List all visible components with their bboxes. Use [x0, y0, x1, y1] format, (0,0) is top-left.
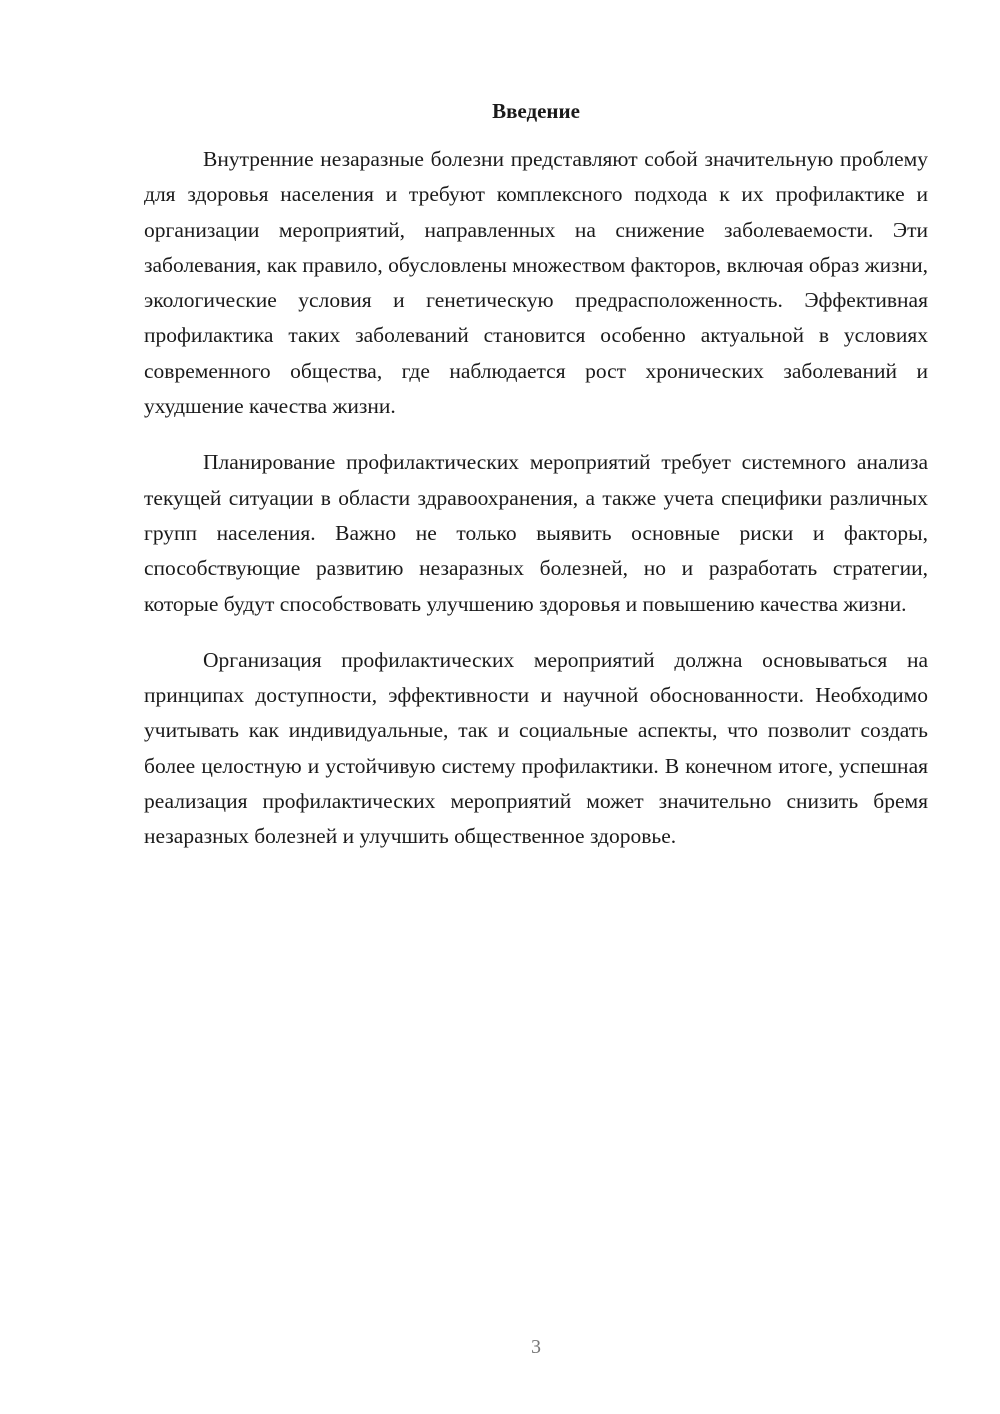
section-heading: Введение	[492, 99, 580, 123]
paragraph-2: Планирование профилактических мероприятий требует системного анализа текущей ситуации в области здравоохранения, а также учета специфики различных групп населения. Важно не только выявить основные риски и факторы, способствующие развитию незаразных болезней, но и разработать стратегии, которые будут способствовать улучшению здоровья и повышению качества жизни.	[144, 450, 928, 616]
paragraph-1: Внутренние незаразные болезни представляют собой значительную проблему для здоровья населения и требуют комплексного подхода к их профилактике и организации мероприятий, направленных на снижение заболеваемости. Эти заболевания, как правило, обусловлены множеством факторов, включая образ жизни, экологические условия и генетическую предрасположенность. Эффективная профилактика таких заболеваний становится особенно актуальной в условиях современного общества, где наблюдается рост хронических заболеваний и ухудшение качества жизни.	[144, 147, 928, 419]
paragraph-3: Организация профилактических мероприятий должна основываться на принципах доступности, эффективности и научной обоснованности. Необходимо учитывать как индивидуальные, так и социальные аспекты, что позволит создать более целостную и устойчивую систему профилактики. В конечном итоге, успешная реализация профилактических мероприятий может значительно снизить бремя незаразных болезней и улучшить общественное здоровье.	[144, 647, 928, 849]
body-text	[144, 142, 928, 876]
page-number: 3	[531, 1336, 541, 1358]
